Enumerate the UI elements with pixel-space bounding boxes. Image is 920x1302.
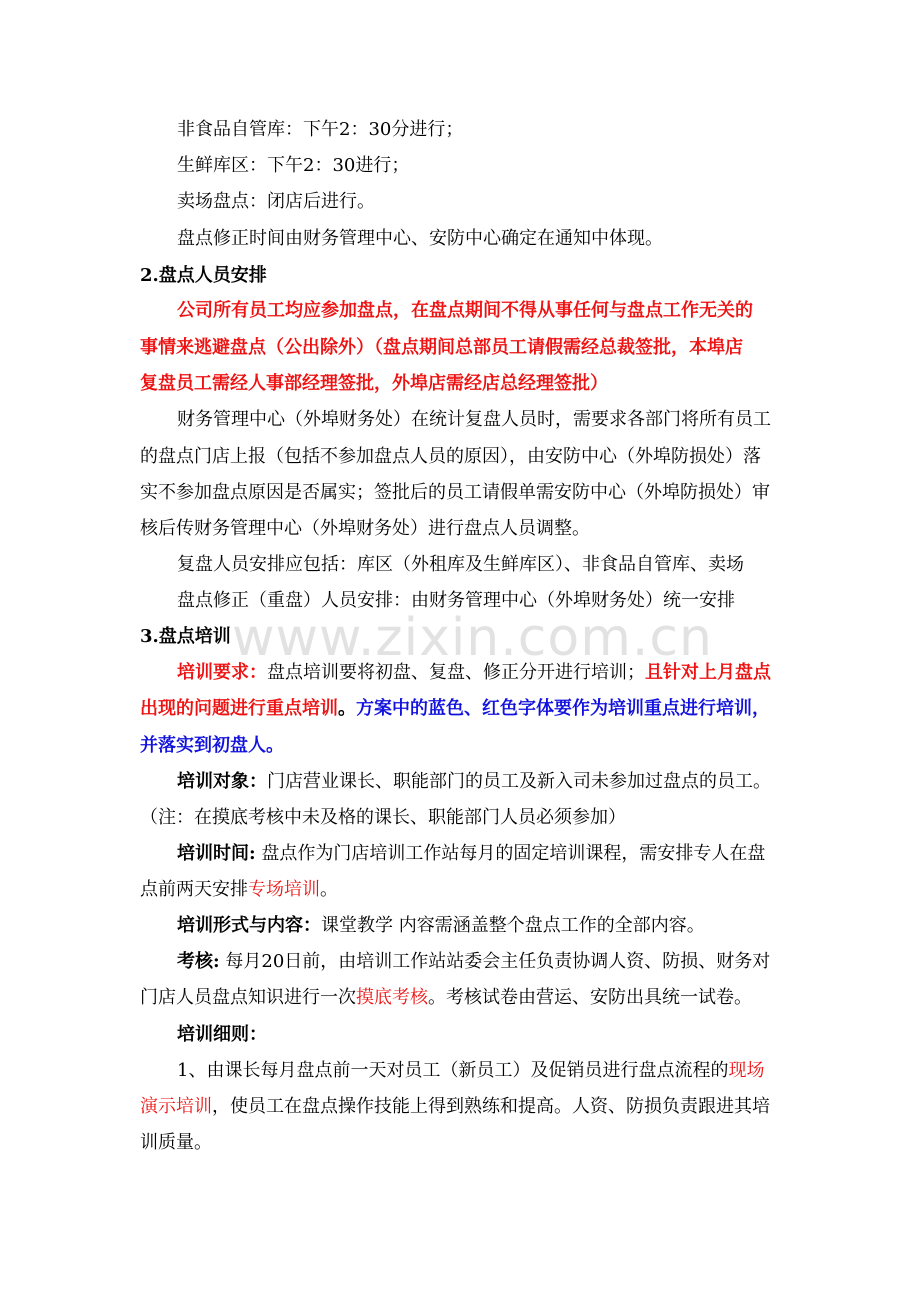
- training-form-text: 课堂教学 内容需涵盖整个盘点工作的全部内容。: [321, 915, 705, 936]
- training-time-text: 盘点作为门店培训工作站每月的固定培训课程，需安排专人在盘: [261, 843, 766, 864]
- training-time-label: 培训时间: [177, 843, 249, 864]
- correction-staff-line: 盘点修正（重盘）人员安排：由财务管理中心（外埠财务处）统一安排: [177, 590, 735, 611]
- training-target-text: 门店营业课长、职能部门的员工及新入司未参加过盘点的员工。: [267, 771, 771, 792]
- training-requirement-red-2: 出现的问题进行重点培训: [140, 698, 338, 719]
- rule1-line-3: 训质量。: [140, 1132, 212, 1153]
- training-time-colon: :: [249, 843, 256, 864]
- training-requirement-line-2: [140, 698, 790, 720]
- training-form-label: 培训形式与内容：: [177, 915, 321, 936]
- exam-label: 考核: [177, 951, 213, 972]
- training-time-line-2: [140, 879, 790, 901]
- rule1-red-a: 现场: [728, 1060, 765, 1081]
- training-requirement-label: 培训要求：: [177, 662, 267, 683]
- finance-paragraph-line-3: 实不参加盘点原因是否属实；签批后的员工请假单需安防中心（外埠防损处）审: [140, 482, 770, 503]
- rule1-red-b: 演示培训: [140, 1096, 212, 1117]
- exam-line-2: [140, 987, 790, 1009]
- exam-text-2: 门店人员盘点知识进行一次: [140, 987, 356, 1008]
- finance-paragraph-line-4: 核后传财务管理中心（外埠财务处）进行盘点人员调整。: [140, 518, 590, 539]
- exam-text: 每月20日前，由培训工作站站委会主任负责协调人资、防损、财务对: [225, 951, 771, 972]
- training-rules-label: 培训细则：: [177, 1024, 267, 1045]
- training-target-note: （注：在摸底考核中未及格的课长、职能部门人员必须参加）: [140, 807, 626, 828]
- training-time-line-1: [177, 843, 827, 865]
- exam-end: 。考核试卷由营运、安防出具统一试卷。: [428, 987, 752, 1008]
- training-requirement-red-1: 且针对上月盘点: [645, 662, 771, 683]
- training-requirement-line-3: 并落实到初盘人。: [140, 735, 284, 756]
- watermark: www.zixin.com.cn: [232, 608, 713, 668]
- staff-rule-line-3: 复盘员工需经人事部经理签批，外埠店需经店总经理签批）: [140, 373, 608, 394]
- schedule-nonfood: 非食品自管库：下午2：30分进行；: [177, 119, 464, 140]
- finance-paragraph-line-2: 的盘点门店上报（包括不参加盘点人员的原因），由安防中心（外埠防损处）落: [140, 446, 761, 467]
- schedule-floor: 卖场盘点：闭店后进行。: [177, 191, 375, 212]
- rule1-text-a: 1、由课长每月盘点前一天对员工（新员工）及促销员进行盘点流程的: [177, 1060, 729, 1081]
- training-requirement-period: 。: [338, 698, 356, 719]
- exam-colon: :: [213, 951, 220, 972]
- training-requirement-blue-1: 方案中的蓝色、红色字体要作为培训重点进行培训，: [356, 698, 770, 719]
- training-time-text-2: 点前两天安排: [140, 879, 248, 900]
- exam-line-1: [177, 951, 827, 973]
- finance-paragraph-line-1: 财务管理中心（外埠财务处）在统计复盘人员时，需要求各部门将所有员工: [177, 409, 771, 430]
- training-requirement-text: 盘点培训要将初盘、复盘、修正分开进行培训；: [267, 662, 645, 683]
- training-target-line: [177, 771, 827, 793]
- training-requirement-line-1: [177, 662, 827, 684]
- section2-heading: 2.盘点人员安排: [140, 265, 267, 286]
- training-form-line: [177, 915, 827, 937]
- training-time-red: 专场培训: [248, 879, 320, 900]
- review-staff-line: 复盘人员安排应包括：库区（外租库及生鲜库区）、非食品自管库、卖场: [177, 554, 744, 575]
- staff-rule-line-2: 事情来逃避盘点（公出除外）（盘点期间总部员工请假需经总裁签批，本埠店: [140, 337, 743, 358]
- rule1-text-b: ，使员工在盘点操作技能上得到熟练和提高。人资、防损负责跟进其培: [212, 1096, 770, 1117]
- rule1-line-2: [140, 1096, 790, 1118]
- staff-rule-line-1: 公司所有员工均应参加盘点，在盘点期间不得从事任何与盘点工作无关的: [177, 300, 753, 321]
- training-time-end: 。: [320, 879, 338, 900]
- exam-red: 摸底考核: [356, 987, 428, 1008]
- training-target-label: 培训对象：: [177, 771, 267, 792]
- section3-heading: 3.盘点培训: [140, 626, 231, 647]
- schedule-fresh: 生鲜库区：下午2：30进行；: [177, 155, 410, 176]
- rule1-line-1: [177, 1060, 827, 1082]
- schedule-correction: 盘点修正时间由财务管理中心、安防中心确定在通知中体现。: [177, 228, 663, 249]
